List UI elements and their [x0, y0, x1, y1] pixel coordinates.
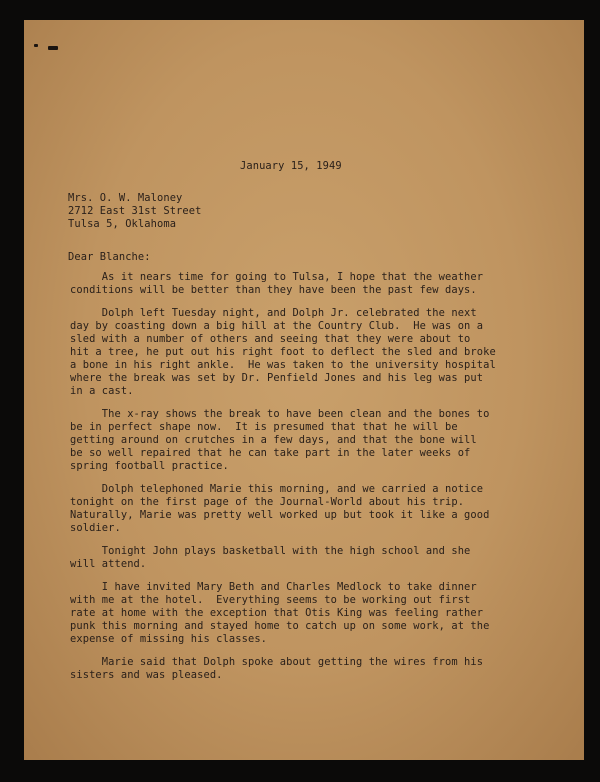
recipient-name: Mrs. O. W. Maloney: [68, 192, 183, 204]
letter-date: January 15, 1949: [240, 160, 342, 172]
text-line: where the break was set by Dr. Penfield Jones and his leg was put: [70, 372, 484, 384]
text-line: punk this morning and stayed home to catch up on some work, at the: [70, 620, 490, 632]
letter-page: [24, 20, 584, 760]
text-line: conditions will be better than they have been the past few days.: [70, 284, 477, 296]
text-line: soldier.: [70, 522, 121, 534]
text-line: be so well repaired that he can take part in the later weeks of: [70, 447, 471, 459]
text-line: sisters and was pleased.: [70, 669, 223, 681]
text-line: I have invited Mary Beth and Charles Medlock to take dinner: [70, 581, 477, 593]
text-line: will attend.: [70, 558, 147, 570]
text-line: Dolph telephoned Marie this morning, and we carried a notice: [70, 483, 484, 495]
text-line: spring football practice.: [70, 460, 229, 472]
text-line: Naturally, Marie was pretty well worked up but took it like a good: [70, 509, 490, 521]
text-line: expense of missing his classes.: [70, 633, 268, 645]
text-line: with me at the hotel. Everything seems to be working out first: [70, 594, 471, 606]
paragraph: [70, 271, 550, 297]
text-line: As it nears time for going to Tulsa, I hope that the weather: [70, 271, 484, 283]
text-line: a bone in his right ankle. He was taken to the university hospital: [70, 359, 496, 371]
text-line: hit a tree, he put out his right foot to deflect the sled and broke: [70, 346, 496, 358]
paragraph: [70, 545, 550, 571]
text-line: in a cast.: [70, 385, 134, 397]
letter-body: [70, 271, 550, 692]
text-line: tonight on the first page of the Journal-World about his trip.: [70, 496, 465, 508]
paragraph: [70, 408, 550, 473]
paragraph: [70, 483, 550, 535]
text-line: be in perfect shape now. It is presumed that that he will be: [70, 421, 458, 433]
paragraph: [70, 307, 550, 398]
salutation: Dear Blanche:: [68, 251, 151, 263]
recipient-street: 2712 East 31st Street: [68, 205, 202, 217]
text-line: Marie said that Dolph spoke about getting the wires from his: [70, 656, 484, 668]
typed-letter: [24, 20, 584, 760]
text-line: rate at home with the exception that Otis King was feeling rather: [70, 607, 484, 619]
text-line: The x-ray shows the break to have been clean and the bones to: [70, 408, 490, 420]
text-line: sled with a number of others and seeing that they were about to: [70, 333, 471, 345]
paragraph: [70, 656, 550, 682]
text-line: day by coasting down a big hill at the Country Club. He was on a: [70, 320, 484, 332]
paragraph: [70, 581, 550, 646]
recipient-address: [68, 192, 201, 231]
text-line: Dolph left Tuesday night, and Dolph Jr. celebrated the next: [70, 307, 477, 319]
recipient-city: Tulsa 5, Oklahoma: [68, 218, 177, 230]
text-line: Tonight John plays basketball with the high school and she: [70, 545, 471, 557]
text-line: getting around on crutches in a few days, and that the bone will: [70, 434, 477, 446]
